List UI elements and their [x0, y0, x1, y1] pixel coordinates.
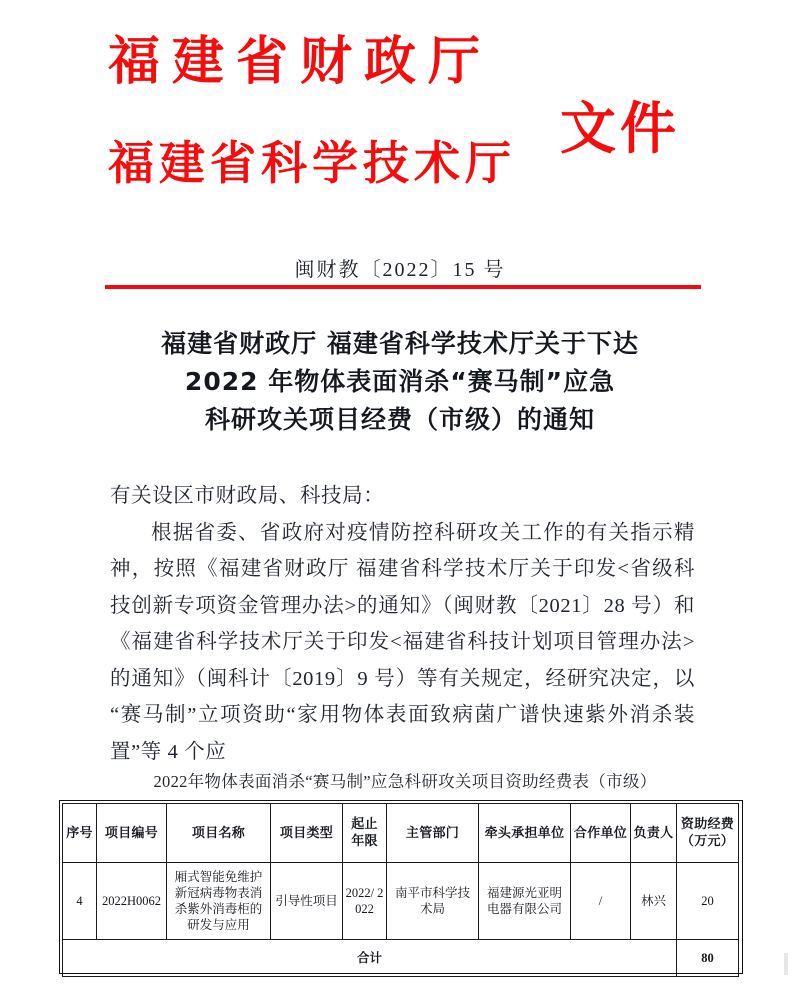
page-title-line-3: 科研攻关项目经费（市级）的通知 — [204, 405, 595, 434]
cell-leader: 林兴 — [631, 863, 677, 940]
body-text — [110, 478, 695, 770]
column-header-project-name: 项目名称 — [167, 804, 271, 863]
grant-table — [62, 803, 739, 977]
table-caption: 2022年物体表面消杀“赛马制”应急科研攻关项目资助经费表（市级） — [153, 772, 657, 791]
page-title — [100, 325, 700, 439]
column-header-leader: 负责人 — [631, 804, 677, 863]
masthead-agency-line-2: 福建省科学技术厅 — [108, 136, 516, 190]
cell-period: 2022/ 2022 — [343, 863, 387, 940]
red-separator-rule — [105, 285, 701, 289]
total-value: 80 — [677, 940, 739, 977]
table-row — [63, 863, 739, 940]
cell-seq: 4 — [63, 863, 97, 940]
cell-authority: 南平市科学技术局 — [387, 863, 479, 940]
cell-funding: 20 — [677, 863, 739, 940]
column-header-authority: 主管部门 — [387, 804, 479, 863]
cell-project-name: 厢式智能免维护新冠病毒物表消杀紫外消毒柜的研发与应用 — [167, 863, 271, 940]
column-header-seq: 序号 — [63, 804, 97, 863]
document-number: 闽财教〔2022〕15 号 — [294, 259, 506, 281]
cell-partner-unit: / — [571, 863, 631, 940]
masthead-document-badge: 文件 — [560, 97, 680, 162]
table-header-row — [63, 804, 739, 863]
scan-artifact-mark — [784, 953, 788, 975]
grant-table-wrapper — [62, 803, 738, 977]
column-header-lead-unit: 牵头承担单位 — [479, 804, 571, 863]
column-header-project-type: 项目类型 — [271, 804, 343, 863]
body-paragraph-1: 根据省委、省政府对疫情防控科研攻关工作的有关指示精神，按照《福建省财政厅 福建省科学技术厅关于印发<省级科技创新专项资金管理办法>的通知》（闽财教〔2021〕28 号）和《福建省科学技术厅关于印发<福建省科技计划项目管理办法>的通知》（闽科计〔2019〕9 号）等有关规定，经研究决定，以“赛马制”立项资助“家用物体表面致病菌广谱快速紫外消杀装置”等 4 个应 — [110, 521, 695, 763]
masthead-agency-line-1: 福建省财政厅 — [108, 32, 493, 92]
masthead — [0, 0, 800, 230]
page-title-line-1: 福建省财政厅 福建省科学技术厅关于下达 — [161, 329, 639, 358]
column-header-period: 起止年限 — [343, 804, 387, 863]
cell-project-type: 引导性项目 — [271, 863, 343, 940]
column-header-project-code: 项目编号 — [97, 804, 167, 863]
cell-project-code: 2022H0062 — [97, 863, 167, 940]
page-title-line-2: 2022 年物体表面消杀“赛马制”应急 — [184, 367, 616, 396]
table-total-row — [63, 940, 739, 977]
column-header-funding: 资助经费（万元） — [677, 804, 739, 863]
cell-lead-unit: 福建源光亚明电器有限公司 — [479, 863, 571, 940]
salutation: 有关设区市财政局、科技局： — [110, 485, 385, 507]
total-label: 合计 — [63, 940, 677, 977]
column-header-partner-unit: 合作单位 — [571, 804, 631, 863]
